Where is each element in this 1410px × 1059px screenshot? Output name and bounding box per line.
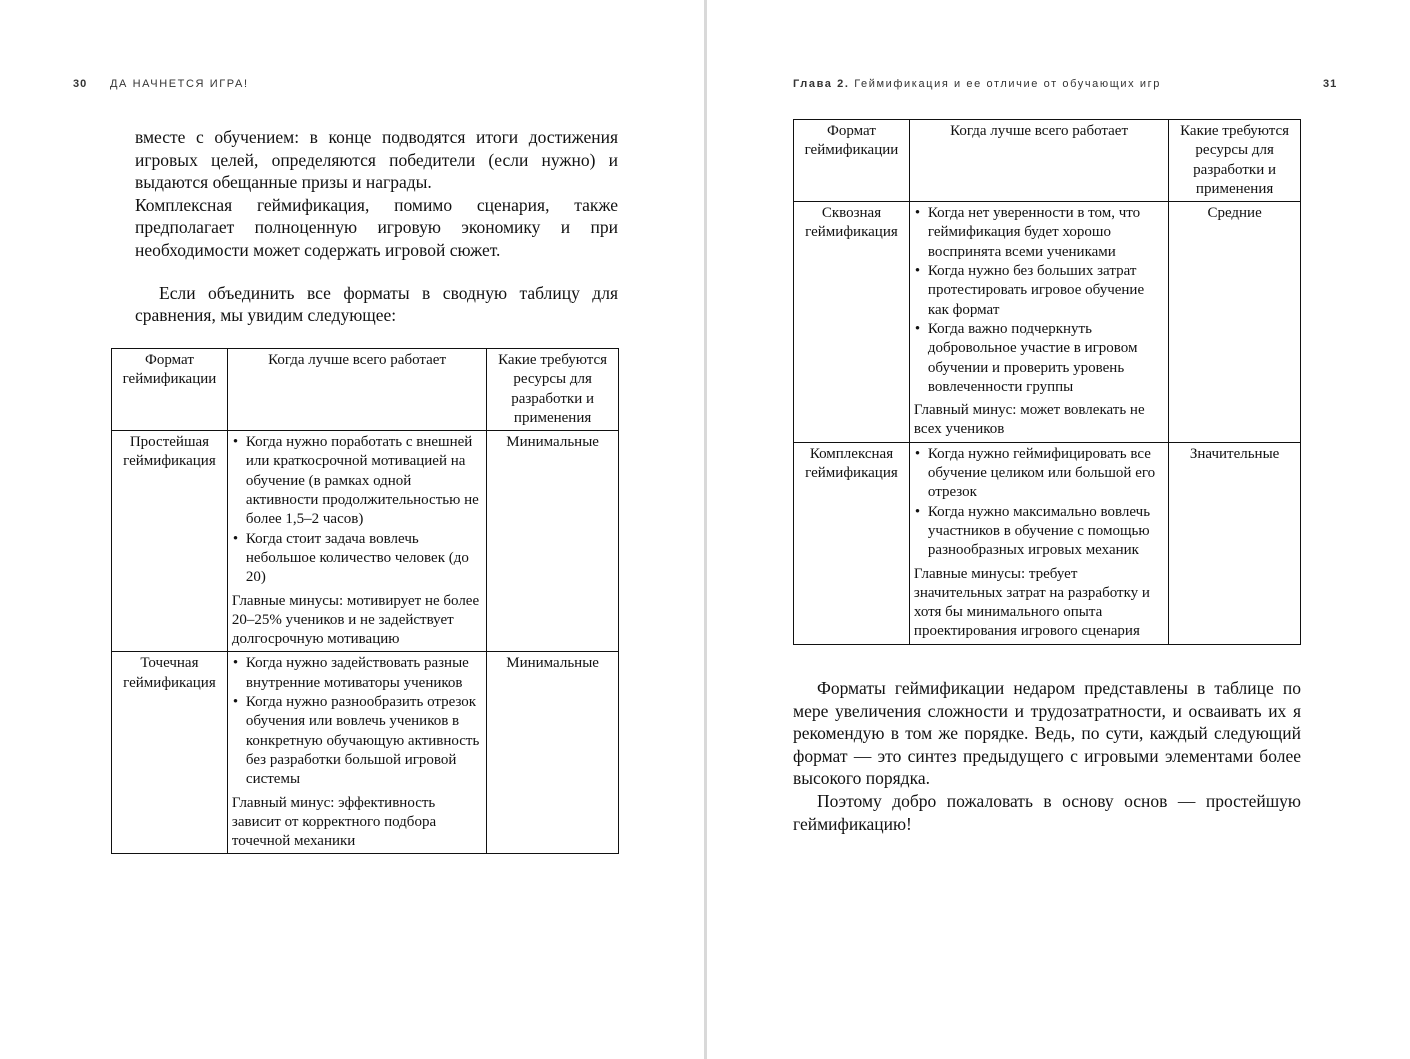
when-cell — [909, 202, 1168, 443]
table-header: Какие требуются ресурсы для разработки и применения — [1169, 120, 1301, 202]
page-number-right: 31 — [1323, 78, 1338, 90]
table-header-row — [794, 120, 1301, 202]
paragraph: Комплексная геймификация, помимо сценария, также предполагает полноценную игровую экономику и при необходимости может содержать игровой сюжет. — [135, 194, 618, 260]
table-header: Формат геймификации — [112, 349, 228, 431]
left-body-text — [135, 126, 618, 327]
bullet-item: • Когда стоит задача вовлечь небольшое количество человек (до 20) — [246, 530, 482, 588]
chapter-label: Глава 2. — [793, 78, 850, 90]
right-body-text — [793, 677, 1301, 835]
resources-cell: Минимальные — [487, 431, 619, 652]
minus-note: Главный минус: эффективность зависит от корректного подбора точечной механики — [231, 794, 437, 850]
when-cell — [227, 652, 486, 854]
paragraph: Поэтому добро пожаловать в основу основ — простейшую геймификацию! — [793, 790, 1301, 834]
bullet-item: • Когда нужно геймифицировать все обучение целиком или большой его отрезок — [928, 445, 1164, 503]
minus-note: Главные минусы: требует значительных затрат на разработку и хотя бы минимального опыта проектирования игрового сценария — [913, 565, 1150, 640]
bullet-item: • Когда важно подчеркнуть добровольное участие в игровом обучении и проверить уровень вовлеченности группы — [928, 320, 1164, 397]
table-header: Когда лучше всего работает — [909, 120, 1168, 202]
paragraph: Если объединить все форматы в сводную таблицу для сравнения, мы увидим следующее: — [135, 282, 618, 326]
comparison-table-continued — [793, 119, 1301, 645]
table-row — [112, 652, 619, 854]
table-header-row — [112, 349, 619, 431]
table-row — [794, 442, 1301, 644]
when-cell — [227, 431, 486, 652]
comparison-table — [111, 348, 619, 854]
bullet-item: • Когда нужно максимально вовлечь участников в обучение с помощью разнообразных игровых механик — [928, 503, 1164, 561]
when-cell — [909, 442, 1168, 644]
right-page — [707, 0, 1410, 1059]
bullet-item: • Когда нужно разнообразить отрезок обучения или вовлечь учеников в конкретную обучающую активность без разработки большой игровой системы — [246, 693, 482, 789]
minus-note: Главный минус: может вовлекать не всех учеников — [913, 402, 1145, 438]
format-cell: Комплексная геймификация — [794, 442, 910, 644]
bullet-item: • Когда нужно задействовать разные внутренние мотиваторы учеников — [246, 654, 482, 693]
table-row — [112, 431, 619, 652]
running-head-right — [793, 78, 1161, 90]
table-header: Формат геймификации — [794, 120, 910, 202]
chapter-title: Геймификация и ее отличие от обучающих игр — [854, 78, 1161, 90]
minus-note: Главные минусы: мотивирует не более 20–25% учеников и не задействует долгосрочную мотивацию — [231, 592, 480, 648]
bullet-item: • Когда нет уверенности в том, что геймификация будет хорошо воспринята всеми учениками — [928, 204, 1164, 262]
table-header: Какие требуются ресурсы для разработки и применения — [487, 349, 619, 431]
table-header: Когда лучше всего работает — [227, 349, 486, 431]
table-row — [794, 202, 1301, 443]
page-number-left: 30 — [73, 78, 88, 90]
paragraph: Форматы геймификации недаром представлены в таблице по мере увеличения сложности и трудозатратности, и осваивать их я рекомендую в том же порядке. Ведь, по сути, каждый следующий формат — это синтез предыдущего с игровыми элементами более высокого порядка. — [793, 678, 1301, 789]
running-head-left: ДА НАЧНЕТСЯ ИГРА! — [110, 78, 249, 90]
bullet-item: • Когда нужно поработать с внешней или краткосрочной мотивацией на обучение (в рамках одной активности продолжительностью не более 1,5–2 часов) — [246, 433, 482, 529]
bullet-item: • Когда нужно без больших затрат протестировать игровое обучение как формат — [928, 262, 1164, 320]
resources-cell: Минимальные — [487, 652, 619, 854]
resources-cell: Значительные — [1169, 442, 1301, 644]
format-cell: Простейшая геймификация — [112, 431, 228, 652]
format-cell: Сквозная геймификация — [794, 202, 910, 443]
paragraph: вместе с обучением: в конце подводятся итоги достижения игровых целей, определяются победители (если нужно) и выдаются обещанные призы и награды. — [135, 127, 618, 193]
resources-cell: Средние — [1169, 202, 1301, 443]
format-cell: Точечная геймификация — [112, 652, 228, 854]
